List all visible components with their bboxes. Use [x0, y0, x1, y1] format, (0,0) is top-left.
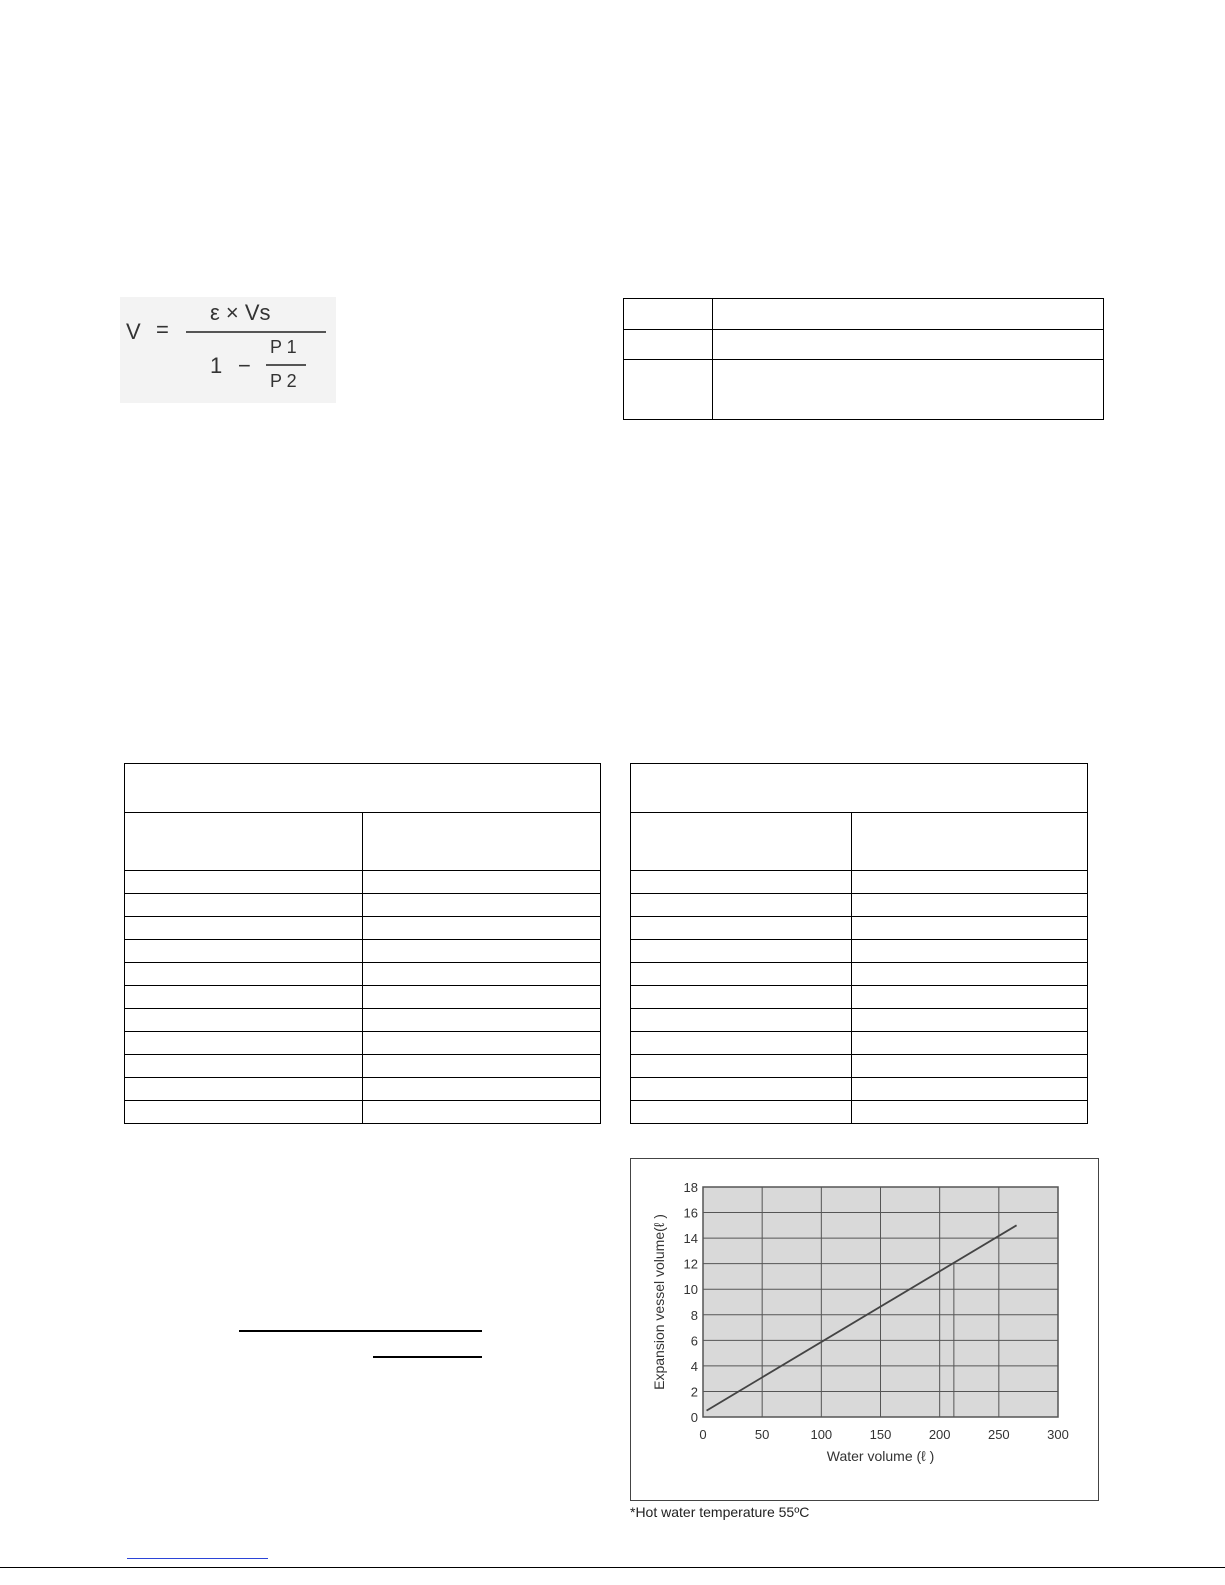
expansion-vessel-chart — [630, 1158, 1099, 1501]
table-cell — [124, 1077, 363, 1101]
y-tick-label: 14 — [683, 1231, 698, 1247]
table-cell — [712, 298, 1104, 330]
table-cell — [362, 1031, 601, 1055]
formula-p2: P 2 — [270, 371, 297, 391]
table-cell — [630, 1054, 852, 1078]
inner-fraction-bar — [266, 364, 306, 366]
table-cell — [124, 1008, 363, 1032]
formula-lhs: V — [126, 319, 141, 344]
y-tick-label: 10 — [683, 1282, 698, 1298]
fraction-bar — [186, 331, 326, 333]
table-cell — [623, 298, 713, 330]
x-tick-label: 300 — [1047, 1427, 1069, 1442]
table-cell — [630, 1100, 852, 1124]
formula-p1: P 1 — [270, 337, 297, 357]
table-cell — [124, 916, 363, 940]
table-cell — [362, 916, 601, 940]
table-cell — [362, 1077, 601, 1101]
table-cell — [630, 870, 852, 894]
blank-underline — [373, 1356, 482, 1358]
table-cell — [124, 763, 601, 813]
table-cell — [124, 1100, 363, 1124]
y-tick-label: 16 — [683, 1205, 698, 1221]
x-tick-label: 50 — [754, 1427, 770, 1442]
table-cell — [630, 893, 852, 917]
y-tick-label: 2 — [690, 1384, 698, 1400]
table-cell — [362, 962, 601, 986]
table-cell — [851, 962, 1088, 986]
y-axis-label: Expansion vessel volume(ℓ ) — [651, 1214, 667, 1390]
x-tick-label: 0 — [699, 1427, 707, 1442]
blank-underline — [239, 1330, 482, 1332]
table-cell — [851, 1100, 1088, 1124]
x-tick-label: 250 — [987, 1427, 1010, 1442]
table-cell — [851, 939, 1088, 963]
table-cell — [851, 985, 1088, 1009]
y-tick-label: 6 — [690, 1333, 698, 1349]
table-cell — [362, 1100, 601, 1124]
footer-link-underline[interactable] — [127, 1558, 268, 1559]
table-cell — [362, 1054, 601, 1078]
y-tick-label: 18 — [683, 1180, 698, 1195]
table-cell — [630, 812, 852, 871]
y-tick-label: 4 — [690, 1358, 698, 1374]
table-cell — [630, 962, 852, 986]
table-cell — [362, 939, 601, 963]
table-cell — [362, 870, 601, 894]
table-cell — [851, 1077, 1088, 1101]
table-cell — [630, 985, 852, 1009]
table-cell — [124, 985, 363, 1009]
table-cell — [124, 1031, 363, 1055]
formula-equals: = — [156, 317, 169, 342]
table-cell — [630, 1077, 852, 1101]
table-cell — [712, 359, 1104, 420]
x-tick-label: 100 — [810, 1427, 833, 1442]
table-cell — [630, 916, 852, 940]
table-cell — [124, 939, 363, 963]
table-cell — [623, 329, 713, 360]
x-tick-label: 150 — [869, 1427, 892, 1442]
bottom-rule — [0, 1567, 1225, 1568]
table-cell — [851, 916, 1088, 940]
table-cell — [712, 329, 1104, 360]
formula-numerator: ε × Vs — [210, 300, 271, 325]
table-cell — [630, 1031, 852, 1055]
x-tick-label: 200 — [928, 1427, 951, 1442]
table-cell — [623, 359, 713, 420]
table-cell — [851, 1031, 1088, 1055]
table-cell — [362, 893, 601, 917]
table-cell — [851, 1054, 1088, 1078]
y-tick-label: 12 — [683, 1256, 698, 1272]
formula-denominator-one: 1 — [210, 353, 223, 378]
table-cell — [851, 812, 1088, 871]
x-axis-label: Water volume (ℓ ) — [826, 1448, 935, 1464]
table-cell — [630, 1008, 852, 1032]
table-cell — [362, 1008, 601, 1032]
table-cell — [362, 985, 601, 1009]
table-cell — [124, 1054, 363, 1078]
table-cell — [124, 962, 363, 986]
table-cell — [630, 763, 1088, 813]
table-cell — [851, 870, 1088, 894]
y-tick-label: 8 — [690, 1307, 698, 1323]
chart-footnote: *Hot water temperature 55ºC — [630, 1504, 810, 1520]
table-cell — [124, 812, 363, 871]
table-cell — [124, 893, 363, 917]
y-tick-label: 0 — [690, 1410, 698, 1425]
table-cell — [851, 893, 1088, 917]
table-cell — [362, 812, 601, 871]
table-cell — [630, 939, 852, 963]
table-cell — [851, 1008, 1088, 1032]
formula-minus: − — [238, 353, 251, 378]
table-cell — [124, 870, 363, 894]
formula-image — [120, 297, 336, 403]
